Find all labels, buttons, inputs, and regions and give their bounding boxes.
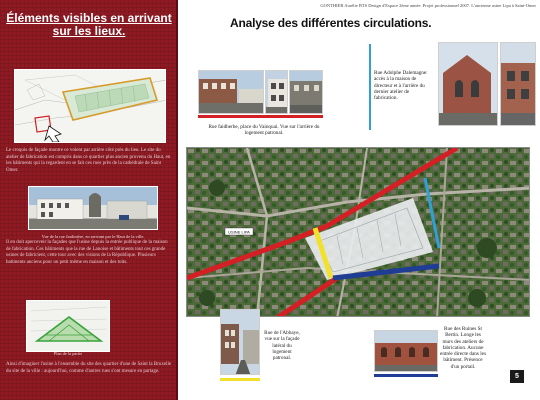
document-header: GONTHIER Aurélie BTS Design d'Espace 2ème année. Projet professionnel 2007. L'ancienne usine Lipa à Saint-Omer — [320, 3, 536, 8]
partial-plan-image — [26, 300, 110, 352]
page-title: Analyse des différentes circulations. — [230, 16, 432, 30]
aerial-map — [186, 147, 530, 317]
partial-plan-drawing — [27, 301, 110, 352]
photo-ruines-st-bertin-drawing — [375, 331, 438, 372]
street-photo — [28, 186, 158, 230]
photo-side-building — [500, 42, 536, 126]
page-number: 5 — [510, 370, 524, 383]
site-plan-image — [14, 69, 166, 143]
photo-director-house — [438, 42, 498, 126]
aerial-map-drawing — [187, 148, 530, 317]
caption-ruines-st-bertin: Rue des Ruines St Bertin. Longe les murs des ateliers de fabrication. Aucune entrée directe dans les bâtiment. Présence d'un portail. — [440, 326, 486, 370]
left-text-paragraph-2: Il en doit aperceveir la façades que l'usine depuis la entrée publique de la maison de fabrication. Ces bâtiments que la rue de Lanoise et bâtiments tout ces grande usines de fabricient, cette tour avec des visions de la République. Plusieurs batiments anciens pour un petit même en maison et des toits. — [6, 240, 168, 265]
photo-street-view — [289, 70, 323, 114]
partial-plan-caption: Plan de la partie — [53, 351, 83, 356]
photo-director-house-drawing — [439, 43, 498, 126]
left-panel-heading: Éléments visibles en arrivant sur les lieux. — [6, 11, 172, 38]
photo-rue-abbaye — [220, 309, 260, 375]
photo-rue-abbaye-drawing — [221, 310, 260, 375]
caption-adolphe-dalemagne: Rue Adolphe Dalemagne: accès à la maison de directeur et à l'arrière du dernier atelier de fabrication. — [374, 70, 428, 102]
photo-house-facade — [265, 70, 288, 114]
caption-rue-abbaye: Rue de l'Abbaye, vue sur la façade latéral du logement patronal. — [264, 330, 300, 362]
street-photo-caption: Vue de la rue Jardinière, en arrivant par le Haut de la ville. — [41, 234, 145, 239]
blue-route-marker — [374, 374, 438, 377]
light-blue-route-marker-top — [369, 44, 371, 130]
site-plan-drawing — [15, 70, 166, 143]
photo-place-vainquai — [198, 70, 264, 114]
photo-street-view-drawing — [290, 71, 323, 114]
photo-house-facade-drawing — [266, 71, 288, 114]
left-text-paragraph-1: Le croquis de façade montre ce voient par arrière côté près du lieu. Le site du atelier de fabrication est compris dans ce quartier plus ancien provenu du Haut, en les bâtiments qui la regardent en se fait ces rues près de la cathédrale de Saint Omer. — [6, 148, 171, 173]
caption-faidherbe: Rue faidherbe, place du Vainquai. Vue sur l'arrière du logement patronal. — [208, 124, 320, 137]
photo-ruines-st-bertin — [374, 330, 438, 372]
red-route-marker-top — [198, 115, 323, 118]
yellow-route-marker — [220, 378, 260, 381]
street-photo-drawing — [29, 187, 158, 230]
photo-side-building-drawing — [501, 43, 536, 126]
map-street-label: USINE LIPA — [228, 229, 250, 235]
left-panel — [0, 0, 178, 400]
left-text-paragraph-3: Ainsi d'imaginer l'usine à l'ensemble du site des quartier d'une de Saint la Bruxelle du site de la ville : aujourd'hui, comme d'autres rues s'ont mesure en partage. — [6, 362, 172, 374]
photo-place-vainquai-drawing — [199, 71, 264, 114]
